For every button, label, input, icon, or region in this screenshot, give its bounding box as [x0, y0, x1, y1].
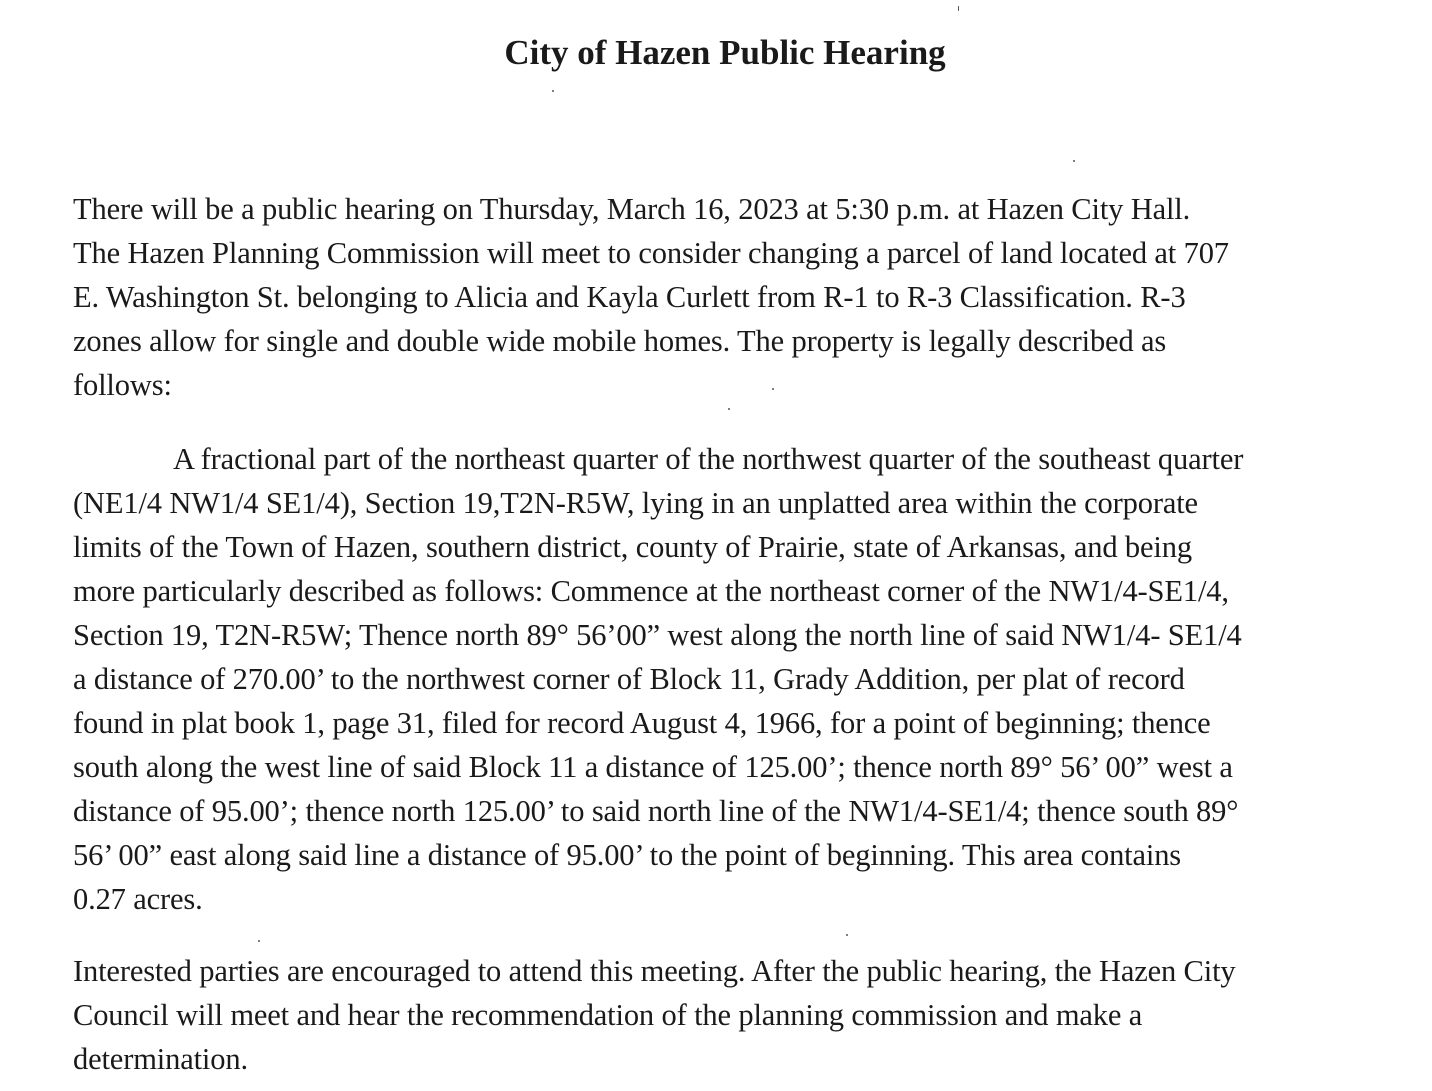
text-line: (NE1/4 NW1/4 SE1/4), Section 19,T2N-R5W, lying in an unplatted area within the corporate	[73, 486, 1198, 520]
attendance-paragraph	[73, 949, 1373, 1081]
scan-speck	[846, 934, 848, 936]
scan-speck	[258, 940, 260, 942]
document-title: City of Hazen Public Hearing	[504, 33, 946, 72]
text-line: There will be a public hearing on Thursday, March 16, 2023 at 5:30 p.m. at Hazen City Hall.	[73, 192, 1191, 226]
scan-speck	[772, 388, 774, 390]
text-line: A fractional part of the northeast quarter of the northwest quarter of the southeast quarter	[173, 442, 1244, 476]
text-line: distance of 95.00’; thence north 125.00’ to said north line of the NW1/4-SE1/4; thence south 89°	[73, 794, 1239, 828]
text-line: more particularly described as follows: Commence at the northeast corner of the NW1/4-SE1/4,	[73, 574, 1229, 608]
scan-speck	[958, 6, 959, 11]
text-line: south along the west line of said Block 11 a distance of 125.00’; thence north 89° 56’ 00” west a	[73, 750, 1233, 784]
text-line: Interested parties are encouraged to attend this meeting. After the public hearing, the Hazen City	[73, 954, 1236, 988]
legal-description-paragraph	[73, 437, 1373, 921]
text-line: follows:	[73, 368, 172, 402]
text-line: limits of the Town of Hazen, southern district, county of Prairie, state of Arkansas, and being	[73, 530, 1192, 564]
text-line: a distance of 270.00’ to the northwest corner of Block 11, Grady Addition, per plat of record	[73, 662, 1185, 696]
hearing-notice-paragraph	[73, 187, 1373, 407]
scan-speck	[552, 90, 554, 92]
text-line: Section 19, T2N-R5W; Thence north 89° 56’00” west along the north line of said NW1/4- SE1/4	[73, 618, 1242, 652]
text-line: determination.	[73, 1042, 248, 1076]
text-line: Council will meet and hear the recommendation of the planning commission and make a	[73, 998, 1143, 1032]
text-line: 56’ 00” east along said line a distance of 95.00’ to the point of beginning. This area contains	[73, 838, 1182, 872]
scan-speck	[1073, 160, 1075, 162]
text-line: zones allow for single and double wide mobile homes. The property is legally described as	[73, 324, 1167, 358]
text-line: The Hazen Planning Commission will meet to consider changing a parcel of land located at 707	[73, 236, 1229, 270]
text-line: 0.27 acres.	[73, 882, 203, 916]
text-line: found in plat book 1, page 31, filed for record August 4, 1966, for a point of beginning; thence	[73, 706, 1211, 740]
text-line: E. Washington St. belonging to Alicia and Kayla Curlett from R-1 to R-3 Classification. R-3	[73, 280, 1186, 314]
scan-speck	[728, 408, 730, 410]
